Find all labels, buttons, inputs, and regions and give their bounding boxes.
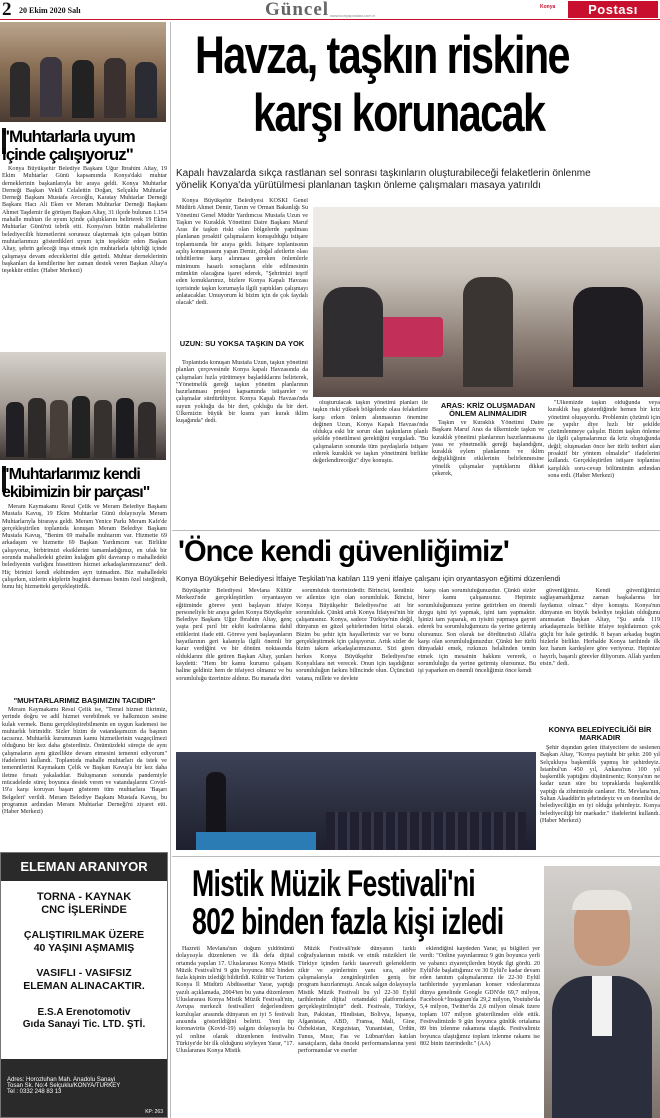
meram-photo — [0, 352, 166, 460]
ad-title: ELEMAN ARANIYOR — [1, 853, 167, 881]
story5-col2-text: Müzik Festivali'nde dünyanın farklı coğrafyalarının mistik ve etnik müzikleri ile Türkiye içinden farklı tasavvufi geleneklerin zikir ve ayinlerinin yanı sıra, atölye çalışmalarıyla zenginleştirilen geniş bir program hazırlanmıştı. Ancak salgın dolayısıyla Mistik Müzik Festivali bu yıl 22-30 Eylül tarihlerinde dijital ortamdaki platformlarda gerçekleştirilmiştir" dedi. Festivale, Türkiye, İran, Pakistan, Hindistan, Bolivya, İspanya, Afganistan, ABD, Fransa, Mali, Gine, Özbekistan, Kırgızistan, Yunanistan, Ürdün, Tunus, Mısır, Fas ve Lübnan'dan katılan sanatçıların, daha önceki performanslarına yeni performanslar ve eserler — [298, 946, 416, 1055]
story4-col1 — [176, 588, 292, 748]
ad-line4: 40 YAŞINI AŞMAMIŞ — [33, 942, 135, 954]
ad-line2: CNC İŞLERİNDE — [41, 904, 127, 916]
story1-headline-line2: karşı korunacak — [253, 84, 545, 143]
newspaper-logo: Postası — [568, 1, 658, 18]
story4-col1-text: Büyükşehir Belediyesi Mevlana Kültür Merkezi'nde gerçekleştirilen oryantasyon eğitiminde göreve yeni başlayan itfaiye personeliyle bir araya gelen Konya Büyükşehir Belediye Başkanı Uğur İbrahim Altay, genç yaşta pırıl pırıl bir ekibi kadrolarına dahil ettiklerini ifade etti. Göreve yeni başlayanların hayatlarının geri kalanıyla ilgili önemli bir karar verdiğini ve bir dönüm noktasında olduklarını dile getiren Başkan Altay, şunları kaydetti: "Hem bir kamu kurumu çalışanı haline geldiniz hem de itfaiyeci olmanız ve bu sorumluluğu üzerinize aldınız. Bu manada dört — [176, 588, 292, 682]
story1-col1 — [176, 198, 308, 338]
story1-lead-line2: yönelik Konya'da yürütülmesi planlanan taşkın önleme çalışmaları masaya yatırıldı — [176, 180, 541, 191]
story4-col4-text: güvenliğimiz. Kendi güvenliğimizi sağlayamadığımız zaman başkalarına bir faydamız olmaz." diye konuştu. Konya'nın dünyanın en büyük belediye teşkilatı olduğunu anımsatan Başkan Altay, "Şu anda 119 arkadaşımızla birlikte itfaiye teşkilatımızı çok güçlü bir hale getirdik. 8 bayan arkadaş bugün bizlerle birlikte. Herhalde Konya tarihinde ilk kez hanım kardeşlere göre veriyoruz. Hepinize hayırlı, başarılı görevler diliyorum. Allah yardım etsin." dedi. — [540, 588, 660, 667]
story1-col3 — [432, 420, 544, 536]
story3-headline-line2: ekibimizin bir parçası" — [2, 484, 150, 501]
ad-line3: ÇALIŞTIRILMAK ÜZERE — [23, 929, 145, 941]
story1-col1-text: Konya Büyükşehir Belediyesi KOSKİ Genel Müdürü Ahmet Demir, Tarım ve Orman Bakanlığı Su Yönetimi Genel Müdür Yardımcısı Mustafa Uzun ve Taşkın ve Kuraklık Yönetimi Daire Başkanı Maruf Aras ile taşkın riski olan bölgelerde yapılması planlanan proaktif çalışmaların konuşulduğu istişare toplantısında bir araya geldi. İstişare toplantısının açılış konuşmasını yapan Demir, doğal afetlerin olası tehditlerine karşı alınması gereken önlemlerle minimum hasarlı sonuçların elde edilmesinin mümkün olacağına işaret ederek, "Şehrimizi teşrif eden konuklarımız, bizlere Konya Kapalı Havzası içerisinde taşkın korumayla ilgili yaptıkları çalışmayı anlatacaklar. Umuyorum ki bizim için de çok faydalı olacak" dedi. — [176, 198, 308, 307]
section-title: Güncel — [265, 0, 330, 20]
logo-prefix: Konya — [540, 4, 556, 10]
ad-line1: TORNA - KAYNAK — [36, 891, 132, 903]
story2-headline-line1: "Muhtarlarla uyum — [2, 127, 135, 146]
story4-headline: 'Önce kendi güvenliğimiz' — [178, 535, 509, 568]
story4-col3-text: karşı olan sorumluluğunuzdur. Çünkü sizler birer kamu çalışanısınız. Hepimiz sorumluluğumuzu yerine getirirken en önemli duygu işini iyi yapmak, işini tam yapmaktır. İşinizi tam yaparak, en iyisini yapmaya gayret ederek bu sorumluluğumuzu da yerine getirmiş olursunuz. Son olarak ise dördüncüsü Allah'a karşı olan sorumluluğunuzdur. Çünkü her türlü dünyadaki emek, rızkınızı helalinden temin etmek için mesainin hakkını vererek, o sorumluluğu da yerine getirmiş olursunuz. Bu işi yaparken en önemli önceliğimiz önce kendi — [418, 588, 536, 675]
story5-col3 — [420, 946, 540, 1118]
story1-lead — [176, 168, 660, 192]
story1-col1b — [176, 360, 308, 536]
story3-body — [2, 504, 167, 695]
ad-line6: ELEMAN ALINACAKTIR. — [23, 980, 145, 992]
story5-col3-text: eklendiğini kaydeden Yarar, şu bilgileri yer verdi: "Online yayınlarımız 9 gün boyunca yerli ve yabancı ziyaretçilerden büyük ilgi gördü. 20 Eylül'de başlattığımız ve 30 Eylül'e kadar devam eden tanıtım çalışmalarımız ile 22-30 Eylül tarihlerinde yayımlanan konser videolarımıza dünya genelinde Google GDN'de 69,7 milyon, Facebook+İnstagram'da 29,2 milyon, Youtube'da 5,4 milyon, Twitter'da 2,6 milyon olmak üzere toplam 107 milyon gösterilimden elde ettik. Festivalimizde 9 gün boyunca günlük ortalama 89 bin izlenme rakamına ulaştık. Festivalimiz boyunca ulaştığımız toplam izlenme rakamı ise 802 binin üzerindedir." (AA) — [420, 946, 540, 1047]
story3-body2 — [2, 707, 167, 847]
portrait-photo — [544, 866, 660, 1118]
story3-headline-line1: "Muhtarlarımız kendi — [2, 466, 140, 483]
story1-col1b-text: Toplantıda konuşan Mustafa Uzun, taşkın yönetimi planları çerçevesinde Konya kapalı Havzasında da çalışmaları hızla yürütmeye başladıklarını belirterek, "Yönetmelik gereği taşkın yönetim planlarının hazırlanması projesi kapsamında istişareler ve çalışmalar sürdürülüyor. Konya Kapalı Havzası'nda suyun yokluğu da bir dert, çokluğu da bir dert. Ülkemizin büyük bir kısmı yarı kurak iklim kuşağında" dedi. — [176, 360, 308, 425]
story5-col1 — [176, 946, 294, 1118]
firefighters-photo — [176, 752, 536, 850]
story1-subheading2: ARAS: KRİZ OLUŞMADAN ÖNLEM ALINMALIDIR — [440, 401, 536, 418]
ad-contact — [1, 1059, 167, 1117]
ad-company2: Gıda Sanayi Tic. LTD. ŞTİ. — [22, 1019, 146, 1030]
story3-body-text: Meram Kaymakamı Resul Çelik ve Meram Belediye Başkanı Mustafa Kavuş, 19 Ekim Muhtarlar Günü dolayısıyla Meram Muhtarlarıyla biraraya geldi. Meram Yenice Parkı Meram Kafe'de gerçekleştirilen toplantıda konuşan Meram Belediye Başkanı Mustafa Kavuş, "Benim 69 mahalle muhtarım var. Hizmette 69 arkadaşım ve hizmette 69 Başkan Yardımcım var. Birlikte çalışıyoruz, birbirimizi eksiklerini tamamladığımız, en ufak bir sorunda mahalledeki gözüm kulağım gibi davranıp o mahalledeki belediyenin varlığını hissettiren hizmet arkadaşlarımızsınız" dedi. Hiç birinizi kendi ekibimden ayrı tutmadım. Biz mahalledeki çalışırken, sizlerin ekiplerin bugünü durması benim özel isteğimdi, bunu hiç hizmetteki gerçekleştirdik. — [2, 504, 167, 591]
website-url: www.konyapostasi.com.tr — [330, 13, 376, 18]
section-divider — [172, 856, 660, 857]
story1-col3-text: Taşkın ve Kuraklık Yönetimi Daire Başkanı Maruf Aras da ülkemizde taşkın ve kuraklık yönetimi planlarının hazırlanmasına yasa ve yönetmelik gereği başlandığını, kuraklık eylem planlarının ve iklim değişikliğinin etkilerinin belirlenmesine yönelik çalışmalar yaptıklarını dikkat çekerek, — [432, 420, 544, 478]
story2-body-text: Konya Büyükşehir Belediye Başkanı Uğur İbrahim Altay, 19 Ekim Muhtarlar Günü kapsamında Konya'daki muhtar derneklerinin başkanlarıyla bir araya geldi. Konya Muhtarlar Derneği Başkan Vekili Celalettin Doğan, Selçuklu Muhtarlar Derneği Başkanı Mustafa Avcıoğlu, Karatay Muhtarlar Derneği Başkanı Hacı Ali Eken ve Meram Muhtarlar Derneği Başkanı Ahmet Taşdemir ile görüşen Başkan Altay, 31 ilçede bulunan 1.154 mahalle muhtarı ile uyum içinde çalıştıklarını belirterek 19 Ekim Muhtarlar Günü'nü tebrik etti. Konya'nın bütün mahallelerine belediyecilik hizmetlerini sorunsuz ulaştırmak için çalışan bütün muhtarlarımızı gösterdikleri uyum için teşekkür eden Başkan Altay, şehrin geleceği inşa etmek için muhtarlarla işbirliği içinde çalışmaya devam edeceklerini dile getirdi. Muhtar derneklerinin başkanları da kendilerine her zaman destek veren Başkan Altay'a teşekkür ettiler. (Haber Merkezi) — [2, 166, 167, 275]
meeting-photo — [313, 207, 660, 397]
job-advert — [0, 852, 168, 1118]
story1-col2-text: oluşturulacak taşkın yönetimi planları ile taşkın riski yüksek bölgelerde olası felaketlere karşı erken önlem alınmasının önemine değinen Uzun, Konya Kapalı Havzası'nda oldukça eski bir sorun olan taşkınların planlı şekilde yönetilmesi gerektiğini vurguladı. "Bu çalışmaların sonunda tüm paydaşlarla istişare ederek kuraklık ve taşkın yönetimini birlikte değerlendireceğiz" diye konuştu. — [313, 400, 428, 465]
story4-col2 — [296, 588, 414, 748]
story3-headline — [2, 466, 170, 502]
story1-col4-text: "Ülkemizde taşkın olduğunda veya kuraklık baş gösterdiğinde hemen bir kriz yönetimi oluşuyordu. Problemin çözümü için ne yapılır diye hızlı bir şekilde çözümlenmeye çalışılır. Bizim taşkın önleme ile ilgili çalışmalarımız da kriz oluştuğunda değil; oluşmadan önce her türlü tedbiri alan proaktif bir yöntem olmalıdır" ifadelerini kullandı. Gerçekleştirilen istişare toplantısı karşılıklı soru-cevap bölümünün ardından sona erdi. (Haber Merkezi) — [548, 400, 660, 479]
story4-col4 — [540, 588, 660, 724]
ad-line5: VASIFLI - VASIFSIZ — [36, 967, 132, 979]
story5-headline-line2: 802 binden fazla kişi izledi — [192, 901, 504, 942]
story1-lead-line1: Kapalı havzalarda sıkça rastlanan sel sonrası taşkınların oluşturabileceği felaketlerin önlenme — [176, 168, 591, 179]
story3-subheading: "MUHTARLARIMIZ BAŞIMIZIN TACIDIR" — [13, 696, 156, 705]
story5-headline-line1: Mistik Müzik Festivali'ni — [192, 863, 475, 904]
story2-headline-line2: içinde çalışıyoruz" — [2, 145, 133, 164]
ad-address2: Tosan Sk. No:4 Selçuklu/KONYA/TURKEY — [7, 1083, 121, 1089]
muhtarlar-photo — [0, 22, 166, 122]
story2-headline — [2, 128, 170, 164]
story4-col4b — [540, 745, 660, 849]
issue-date: 20 Ekim 2020 Salı — [19, 6, 81, 15]
story1-subheading1: UZUN: SU YOKSA TAŞKIN DA YOK — [179, 339, 305, 348]
story2-body — [2, 166, 167, 348]
story4-col4b-text: Şehir dışından gelen itfaiyecilere de seslenen Başkan Altay, "Konya payitaht bir şehir. 200 yıl Selçukluya başkentlik yapmış bir şehirdeyiz. İstanbul'un 450 yıl, Ankara'nın 100 yıl başkentlik yaptığını düşünürseniz; Konya'nın ne kadar uzun süre bu topraklarda başkentlik yaptığı da zihnimizde canlanır. Hz. Mevlana'nın, Sultan Alaaddin'in şehrindeyiz ve en önemlisi de belediyeciliğin en iyi olduğu şehirdeyiz. Konya belediyeciliği bir markadır." ifadelerini kullandı. (Haber Merkezi) — [540, 745, 660, 824]
story1-col2 — [313, 400, 428, 536]
story1-col4 — [548, 400, 660, 536]
column-divider — [170, 22, 171, 1118]
story5-col2 — [298, 946, 416, 1118]
section-divider — [172, 530, 660, 531]
story5-col1-text: Hazreti Mevlana'nın doğum yıldönümü dolayısıyla düzenlenen ve ilk defa dijital ortamda yapılan 17. Uluslararası Konya Mistik Müzik Festivali'ni 9 gün boyunca 802 binden fazla kişinin izlediği bildirildi. Kültür ve Turizm Konya İl Müdürü Abdüssettar Yarar, yaptığı yazılı açıklamada, 2004'ten bu yana düzenlenen Uluslararası Konya Mistik Müzik Festivali'nin, Avrupa merkezli festivalleri değerlendiren kuruluşlar arasında dünyanın en iyi 5 festivali arasında gösterildiğini belirtti. Yeni tip koronavirüs (Kovid-19) salgını dolayısıyla bu yıl online olarak düzenlenen festivalin Türkiye'de bir ilk olduğunu söyleyen Yarar, "17. Uluslararası Konya Mistik — [176, 946, 294, 1055]
story4-col3 — [418, 588, 536, 748]
story1-headline-line1: Havza, taşkın riskine — [195, 26, 569, 85]
story4-subheading: KONYA BELEDİYECİLİĞİ BİR MARKADIR — [548, 725, 652, 742]
ad-company1: E.S.A Erenotomotiv — [37, 1007, 131, 1018]
story3-body2-text: Meram Kaymakamı Resul Çelik ise, "Temel hizmet fikrimiz, yerinde doğru ve adil hizmet verebilmek ve halkımızın sesine kulak vermek. Bunu gerçekleştirebilmenin en uygun kademesi ise muhtarlık birimidir. Sizler bizim de vatandaşımızın da başının tacısınız. Muhtarlık kurumunun kamu hizmetlerinin vazgeçilmezi olduğunu bir kez daha gösterdiniz. Önümüzdeki süreçte de aynı çalışmaların aynı güzellikte devam etmesini temenni ediyorum" ifadelerini kullandı. Toplantıda mahalle muhtarları da istek ve temennilerini Kaymakam Çelik ve Başkan Kavuş'a bir kez daha iletme fırsatı yakaladılar. Buluşmanın sonunda pandemiyle mücadelede süreç boyunca destek veren ve vatandaşlarını Covid-19'a karşı koruyan başarı gösteren tüm muhtarlara 'Başarı Belgeleri' verildi. Meram Belediye Başkanı Mustafa Kavuş, bu programın ardından Meram Muhtarlar Derneği'ni ziyaret etti. (Haber Merkezi) — [2, 707, 167, 816]
story4-col2-text: sorumluluk üzerinizdedir. Birincisi, kendiniz ve ailenize için olan sorumluluk. İkincisi, Konya Büyükşehir Belediyesi'ne ait bir sorumluluk. Çünkü artık Konya İtfaiyesi'nin bir çalışanısınız. Konya, sadece Türkiye'nin değil, dünyanın en güzel şehirlerinden birisi olacak. Bizim bu şehir için hayallerimiz var ve bunu gerçekleştirmek için çalışıyoruz. Artık sizler de bizim takım arkadaşlarımızsınız. Sizi giren herkes Konya Büyükşehir Belediyesi'ne Konyalılara net verecek. Onun için taşıdığınız sorumluluğun farkını bilincinde olun. Üçüncüsü vatana, millete ve devlete — [296, 588, 414, 682]
page-number: 2 — [2, 0, 12, 20]
story4-lead: Konya Büyükşehir Belediyesi İtfaiye Teşkilatı'na katılan 119 yeni itfaiye çalışanı için oryantasyon eğitimi düzenlendi — [176, 574, 561, 583]
ad-code: KP: 263 — [145, 1109, 163, 1115]
ad-phone: Tel : 0332 248 83 13 — [7, 1089, 62, 1095]
ad-address1: Adres: Horozluhan Mah. Anadolu Sanayi — [7, 1077, 116, 1083]
